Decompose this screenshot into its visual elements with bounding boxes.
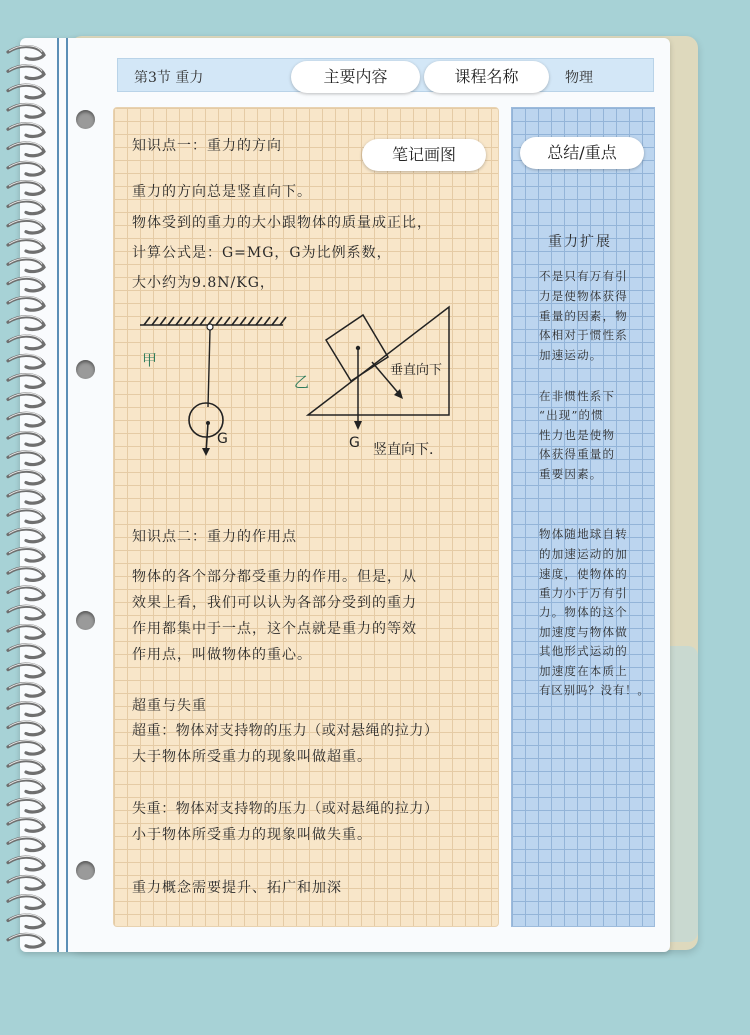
- summary-line: 重力小于万有引: [539, 586, 628, 600]
- punch-hole: [76, 360, 95, 379]
- perpendicular-label: 垂直向下: [390, 363, 443, 378]
- note-line: 物体的各个部分都受重力的作用。但是，从: [132, 569, 417, 585]
- summary-line: 其他形式运动的: [539, 644, 628, 658]
- punch-hole: [76, 110, 95, 129]
- note-line: 超重：物体对支持物的压力（或对悬绳的拉力）: [132, 723, 439, 739]
- note-line: 大于物体所受重力的现象叫做超重。: [132, 749, 372, 765]
- note-line: 物体受到的重力的大小跟物体的质量成正比，: [132, 215, 432, 231]
- main-content-tab[interactable]: 主要内容: [291, 61, 420, 93]
- punch-hole: [76, 611, 95, 630]
- label-yi: 乙: [294, 373, 310, 391]
- label-jia: 甲: [142, 351, 158, 369]
- note-line: 计算公式是：G=MG，G为比例系数，: [132, 245, 392, 261]
- course-value: 物理: [565, 70, 593, 86]
- note-line: 效果上看，我们可以认为各部分受到的重力: [132, 595, 417, 611]
- spiral-binding: [0, 44, 52, 949]
- vertical-label: 竖直向下.: [373, 442, 434, 458]
- summary-line: 不是只有万有引: [539, 269, 628, 283]
- summary-line: 的加速运动的加: [539, 547, 628, 561]
- summary-line: 加速度与物体做: [539, 625, 628, 639]
- note-line: 知识点二：重力的作用点: [132, 529, 297, 545]
- note-line: 知识点一：重力的方向: [132, 138, 282, 154]
- notes-drawing-button[interactable]: 笔记画图: [362, 139, 486, 171]
- arrow-head: [354, 421, 362, 430]
- note-line: 超重与失重: [132, 698, 207, 714]
- summary-line: 体获得重量的: [539, 447, 616, 461]
- note-line: 重力的方向总是竖直向下。: [132, 184, 312, 200]
- summary-line: 加速运动。: [539, 348, 603, 362]
- incline-triangle: [308, 307, 449, 415]
- section-title: 第3节 重力: [134, 70, 204, 86]
- note-line: 重力概念需要提升、拓广和加深: [132, 880, 342, 896]
- note-line: 作用点，叫做物体的重心。: [132, 647, 312, 663]
- summary-line: 在非惯性系下: [539, 389, 616, 403]
- note-line: 作用都集中于一点，这个点就是重力的等效: [132, 621, 417, 637]
- margin-line: [57, 38, 59, 952]
- summary-line: 物体随地球自转: [539, 527, 628, 541]
- summary-line: “出现”的惯: [539, 408, 604, 422]
- summary-line: 体相对于惯性系: [539, 328, 628, 342]
- note-line: 小于物体所受重力的现象叫做失重。: [132, 827, 372, 843]
- summary-line: 性力也是使物: [539, 428, 616, 442]
- arrow-head: [202, 448, 210, 456]
- note-line: 失重：物体对支持物的压力（或对悬绳的拉力）: [132, 801, 439, 817]
- summary-line: 有区别吗？没有！。: [539, 683, 650, 697]
- summary-line: 重量的因素，物: [539, 309, 628, 323]
- string-line: [208, 330, 210, 407]
- punch-hole: [76, 861, 95, 880]
- summary-line: 力是使物体获得: [539, 289, 628, 303]
- summary-line: 速度，使物体的: [539, 567, 628, 581]
- course-name-tab[interactable]: 课程名称: [424, 61, 549, 93]
- note-line: 大小约为9.8N/KG，: [132, 275, 275, 291]
- hook-point: [207, 324, 213, 330]
- summary-line: 重要因素。: [539, 467, 603, 481]
- summary-title: 重力扩展: [548, 234, 612, 250]
- ceiling-hatch: [140, 317, 286, 325]
- summary-line: 力。物体的这个: [539, 605, 628, 619]
- summary-line: 加速度在本质上: [539, 664, 628, 678]
- margin-line: [66, 38, 68, 952]
- summary-grid-area: [511, 107, 655, 927]
- g-label-yi: G: [349, 435, 360, 451]
- gravity-diagram: [118, 295, 498, 480]
- summary-key-button[interactable]: 总结/重点: [520, 137, 644, 169]
- g-label-jia: G: [217, 431, 228, 447]
